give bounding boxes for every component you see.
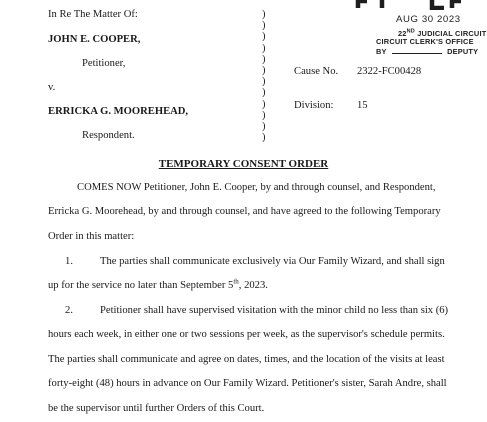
item-number: 1. xyxy=(65,256,73,267)
order-item-2 xyxy=(0,299,487,421)
intro-line: Order in this matter: xyxy=(48,230,135,242)
stamp-date: AUG 30 2023 xyxy=(396,14,461,25)
item-text: up for the service no later than September 5th, 2023. xyxy=(48,277,268,292)
intro-line: COMES NOW Petitioner, John E. Cooper, by and through counsel, and Respondent, xyxy=(77,182,436,193)
item-text: The parties shall communicate and agree on dates, times, and the location of the visits at least xyxy=(48,353,445,365)
cause-number: 2322-FC00428 xyxy=(357,66,422,77)
cause-label: Cause No. xyxy=(294,66,339,77)
stamp-by-line: BY DEPUTY xyxy=(376,47,479,56)
intro-line: Erricka G. Moorehead, by and through counsel, and have agreed to the following Temporary xyxy=(48,206,441,218)
item-text: hours each week, in either one or two sessions per week, as the supervisor's schedule permits. xyxy=(48,329,445,341)
order-item-1 xyxy=(0,250,487,299)
item-number: 2. xyxy=(65,305,73,316)
item-text: Petitioner shall have supervised visitation with the minor child no less than six (6) xyxy=(100,305,449,316)
stamp-clerk-office: CIRCUIT CLERK'S OFFICE xyxy=(376,37,474,46)
respondent-name: ERRICKA G. MOOREHEAD, xyxy=(48,106,189,117)
stamp-court: 22ND JUDICIAL CIRCUIT xyxy=(398,28,487,38)
intro-paragraph xyxy=(0,176,487,249)
petitioner-role: Petitioner, xyxy=(82,58,126,69)
versus-label: v. xyxy=(48,82,56,93)
filed-stamp-lettering xyxy=(352,0,464,10)
division-number: 15 xyxy=(357,100,368,111)
order-title: TEMPORARY CONSENT ORDER xyxy=(158,158,329,170)
division-label: Division: xyxy=(294,100,334,111)
item-text: The parties shall communicate exclusively via Our Family Wizard, and shall sign xyxy=(100,256,445,267)
caption-parentheses: ) ) ) ) ) ) ) ) ) ) ) ) xyxy=(262,9,266,144)
in-re-label: In Re The Matter Of: xyxy=(48,9,138,20)
petitioner-name: JOHN E. COOPER, xyxy=(48,34,141,45)
respondent-role: Respondent. xyxy=(82,130,135,141)
item-text: be the supervisor until further Orders of this Court. xyxy=(48,402,265,414)
item-text: forty-eight (48) hours in advance on Our Family Wizard. Petitioner's sister, Sarah Andre, shall xyxy=(48,378,447,390)
